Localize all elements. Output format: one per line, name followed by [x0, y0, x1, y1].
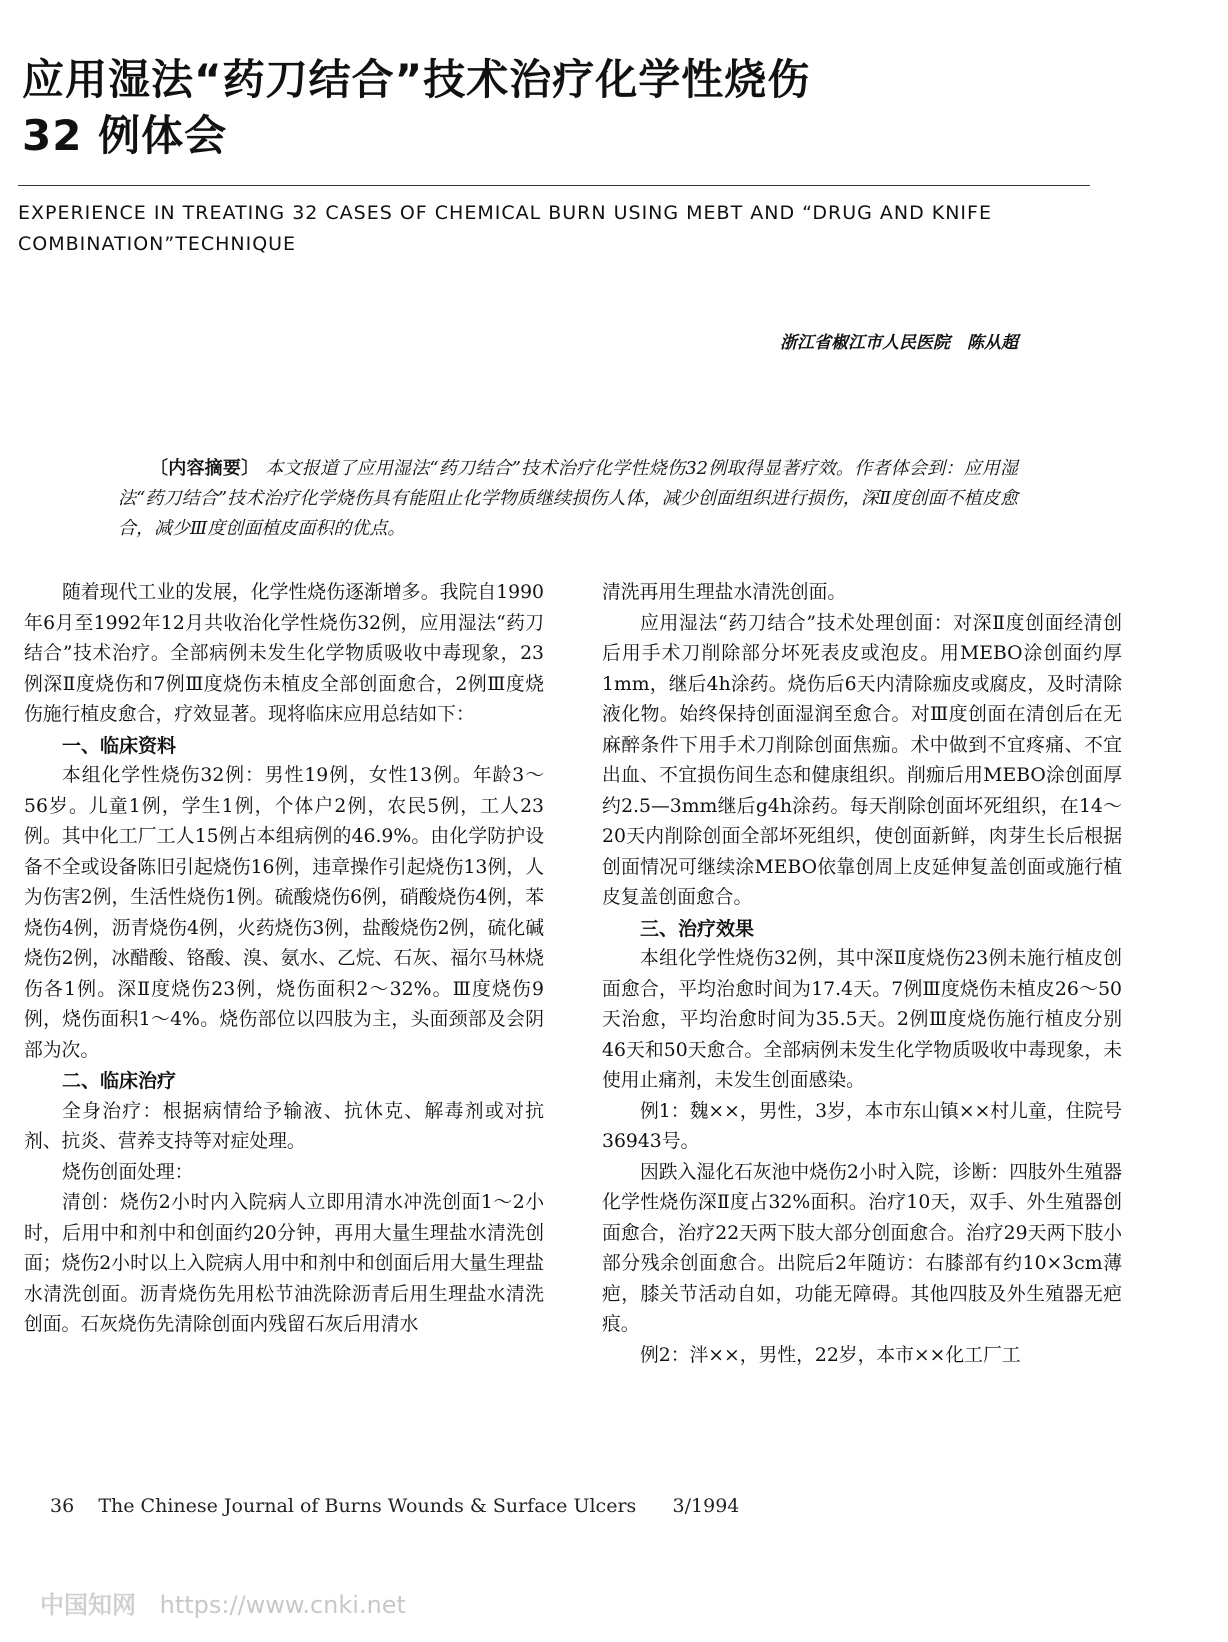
journal-name: The Chinese Journal of Burns Wounds & Surface Ulcers	[98, 1495, 637, 1517]
results-paragraph: 本组化学性烧伤32例，其中深Ⅱ度烧伤23例未施行植皮创面愈合，平均治愈时间为17.4天。7例Ⅲ度烧伤未植皮26～50天治愈，平均治愈时间为35.5天。2例Ⅲ度烧伤施行植皮分别46天和50天愈合。全部病例未发生化学物质吸收中毒现象，未使用止痛剂，未发生创面感染。	[602, 948, 1122, 1091]
right-column	[602, 578, 1122, 1371]
abstract-paragraph	[118, 454, 1018, 544]
case-1-paragraph: 因跌入湿化石灰池中烧伤2小时入院，诊断：四肢外生殖器化学性烧伤深Ⅱ度占32%面积。治疗10天，双手、外生殖器创面愈合，治疗22天两下肢大部分创面愈合。治疗29天两下肢小部分残余创面愈合。出院后2年随访：右膝部有约10×3cm薄疤，膝关节活动自如，功能无障碍。其他四肢及外生殖器无疤痕。	[602, 1161, 1122, 1335]
debridement-paragraph: 清创：烧伤2小时内入院病人立即用清水冲洗创面1～2小时，后用中和剂中和创面约20分钟，再用大量生理盐水清洗创面；烧伤2小时以上入院病人用中和剂中和创面后用大量生理盐水清洗创面。沥青烧伤先用松节油洗除沥青后用生理盐水清洗创面。石灰烧伤先清除创面内残留石灰后用清水	[24, 1192, 544, 1335]
author-affiliation: 浙江省椒江市人民医院 陈从超	[780, 333, 1018, 353]
intro-paragraph: 随着现代工业的发展，化学性烧伤逐渐增多。我院自1990年6月至1992年12月共收治化学性烧伤32例，应用湿法“药刀结合”技术治疗。全部病例未发生化学物质吸收中毒现象，23例深Ⅱ度烧伤和7例Ⅲ度烧伤未植皮全部创面愈合，2例Ⅲ度烧伤施行植皮愈合，疗效显著。现将临床应用总结如下：	[24, 582, 544, 725]
english-title-line-2: COMBINATION”TECHNIQUE	[18, 233, 297, 255]
english-title-line-1: EXPERIENCE IN TREATING 32 CASES OF CHEMICAL BURN USING MEBT AND “DRUG AND KNIFE	[18, 202, 992, 224]
article-title	[22, 52, 1122, 164]
clinical-data-paragraph: 本组化学性烧伤32例：男性19例，女性13例。年龄3～56岁。儿童1例，学生1例，个体户2例，农民5例，工人23例。其中化工厂工人15例占本组病例的46.9%。由化学防护设备不全或设备陈旧引起烧伤16例，违章操作引起烧伤13例，人为伤害2例，生活性烧伤1例。硫酸烧伤6例，硝酸烧伤4例，苯烧伤4例，沥青烧伤4例，火药烧伤3例，盐酸烧伤2例，硫化碱烧伤2例，冰醋酸、铬酸、溴、氨水、乙烷、石灰、福尔马林烧伤各1例。深Ⅱ度烧伤23例，烧伤面积2～32%。Ⅲ度烧伤9例，烧伤面积1～4%。烧伤部位以四肢为主，头面颈部及会阴部为次。	[24, 765, 544, 1061]
title-line-1: 应用湿法“药刀结合”技术治疗化学性烧伤	[22, 55, 811, 104]
title-line-2: 32 例体会	[22, 111, 228, 160]
page-footer	[50, 1495, 950, 1517]
cnki-watermark	[40, 1585, 406, 1620]
systemic-treatment-paragraph: 全身治疗：根据病情给予输液、抗休克、解毒剂或对抗剂、抗炎、营养支持等对症处理。	[24, 1100, 544, 1152]
title-divider	[18, 185, 1090, 186]
english-title	[18, 198, 1118, 260]
section-heading-clinical-data: 一、临床资料	[62, 734, 177, 757]
left-column	[24, 578, 544, 1341]
case-2-header: 例2：泮××，男性，22岁，本市××化工厂工	[640, 1344, 1021, 1366]
wound-treatment-subheading: 烧伤创面处理：	[62, 1161, 194, 1183]
continued-paragraph: 清洗再用生理盐水清洗创面。	[602, 582, 847, 603]
journal-issue: 3/1994	[672, 1495, 740, 1517]
page-number: 36	[50, 1495, 75, 1517]
watermark-brand: 中国知网	[40, 1591, 136, 1619]
section-heading-results: 三、治疗效果	[640, 917, 755, 940]
case-1-header: 例1：魏××，男性，3岁，本市东山镇××村儿童，住院号36943号。	[602, 1100, 1122, 1152]
abstract-text: 本文报道了应用湿法“药刀结合”技术治疗化学性烧伤32例取得显著疗效。作者体会到：应用湿法“药刀结合”技术治疗化学烧伤具有能阻止化学物质继续损伤人体，减少创面组织进行损伤，深Ⅱ度创面不植皮愈合，减少Ⅲ度创面植皮面积的优点。	[118, 458, 1018, 539]
mebt-technique-paragraph: 应用湿法“药刀结合”技术处理创面：对深Ⅱ度创面经清创后用手术刀削除部分坏死表皮或泡皮。用MEBO涂创面约厚1mm，继后4h涂药。烧伤后6天内清除痂皮或腐皮，及时清除液化物。始终保持创面湿润至愈合。对Ⅲ度创面在清创后在无麻醉条件下用手术刀削除创面焦痂。术中做到不宜疼痛、不宜出血、不宜损伤间生态和健康组织。削痂后用MEBO涂创面厚约2.5—3mm继后g4h涂药。每天削除创面坏死组织，在14～20天内削除创面全部坏死组织，使创面新鲜，肉芽生长后根据创面情况可继续涂MEBO依靠创周上皮延伸复盖创面或施行植皮复盖创面愈合。	[602, 612, 1122, 908]
section-heading-clinical-treatment: 二、临床治疗	[62, 1070, 177, 1092]
abstract-label: 〔内容摘要〕	[150, 458, 260, 479]
watermark-url[interactable]: https://www.cnki.net	[159, 1591, 406, 1619]
abstract	[118, 454, 1018, 544]
